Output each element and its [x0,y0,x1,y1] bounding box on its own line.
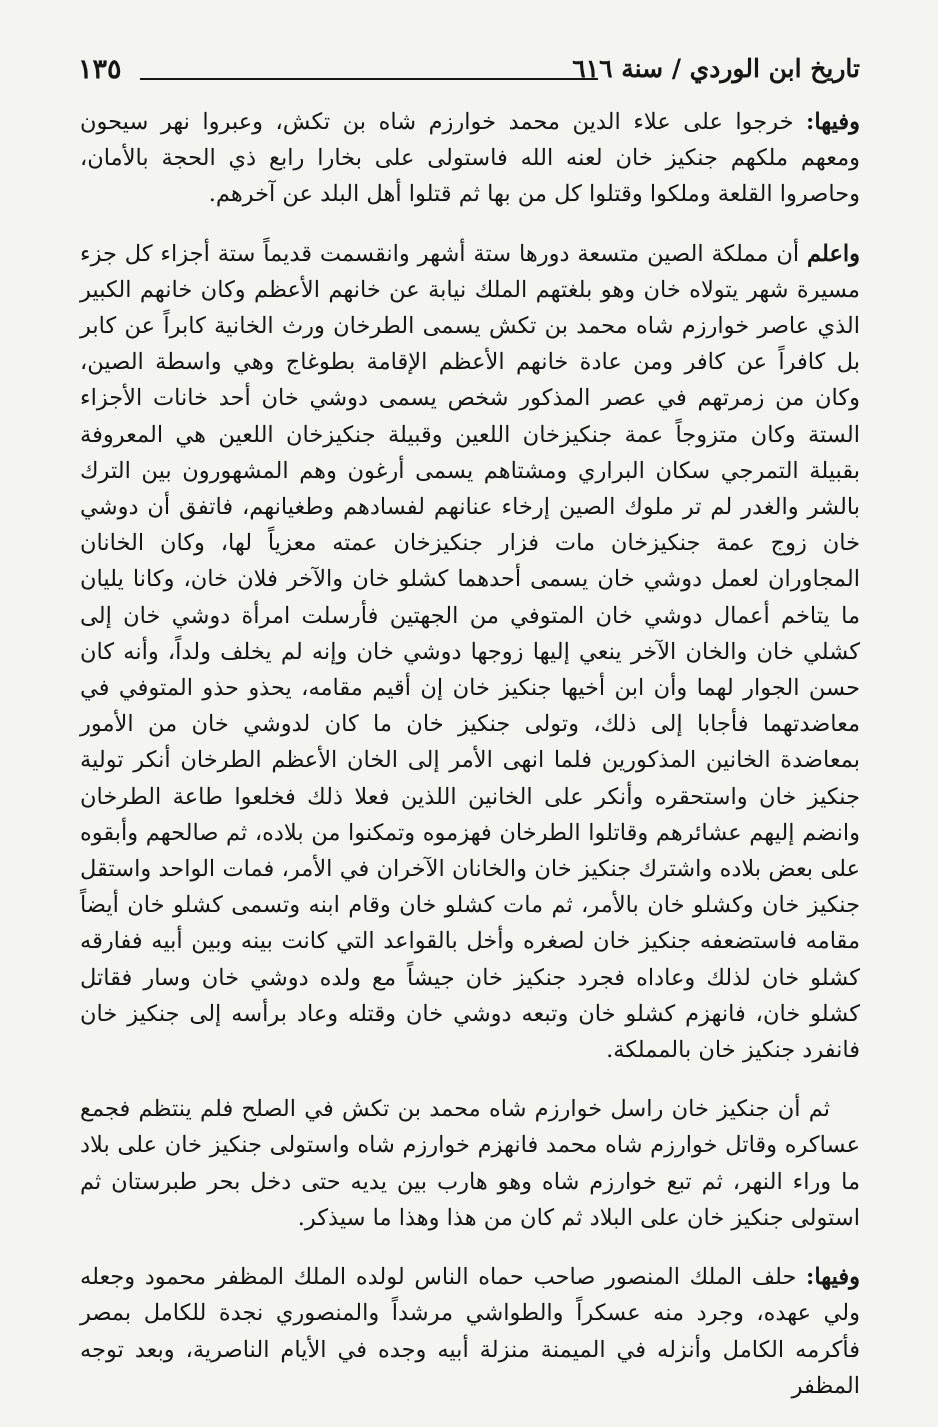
paragraph-3 [80,1091,860,1236]
paragraph-text: حلف الملك المنصور صاحب حماه الناس لولده الملك المظفر محمود وجعله ولي عهده، وجرد منه عسكراً والطواشي مرشداً والمنصوري نجدة للكامل بمصر فأكرمه الكامل وأنزله في الميمنة منزلة أبيه وجده في الأيام الناصرية، وبعد توجه المظفر [80,1264,860,1399]
paragraph-4 [80,1259,860,1404]
header-rule [140,78,598,80]
paragraph-lead: واعلم [807,240,860,267]
paragraph-1 [80,104,860,213]
paragraph-text: ثم أن جنكيز خان راسل خوارزم شاه محمد بن تكش في الصلح فلم ينتظم فجمع عساكره وقاتل خوارزم شاه محمد فانهزم خوارزم شاه واستولى جنكيز خان على بلاد ما وراء النهر، ثم تبع خوارزم شاه وهو هارب بين يديه حتى دخل بحر طبرستان ثم استولى جنكيز خان على البلاد ثم كان من هذا وهذا ما سيذكر. [80,1096,860,1231]
paragraph-text: أن مملكة الصين متسعة دورها ستة أشهر وانقسمت قديماً ستة أجزاء كل جزء مسيرة شهر يتولاه خان وهو بلغتهم الملك نيابة عن خانهم الأعظم وكان خانهم الكبير الذي عاصر خوارزم شاه محمد بن تكش يسمى الطرخان ورث الخانية كابراً عن كابر بل كافراً عن كافر ومن عادة خانهم الأعظم الإقامة بطوغاج وهي واسطة الصين، وكان من زمرتهم في عصر المذكور شخص يسمى دوشي خان أحد خانات الأجزاء الستة وكان متزوجاً عمة جنكيزخان اللعين وقبيلة جنكيزخان اللعين هي المعروفة بقبيلة التمرجي سكان البراري ومشتاهم يسمى أرغون وهم المشهورون بين الترك بالشر والغدر لم تر ملوك الصين إرخاء عنانهم لفسادهم وطغيانهم، فاتفق أن دوشي خان زوج عمة جنكيزخان مات فزار جنكيزخان عمته معزياً لها، وكان الخانان المجاوران لعمل دوشي خان يسمى أحدهما كشلو خان والآخر فلان خان، وكانا يليان ما يتاخم أعمال دوشي خان المتوفي من الجهتين فأرسلت امرأة دوشي خان إلى كشلي خان والخان الآخر ينعي إليها زوجها دوشي خان وإنه لم يخلف ولداً، وأنه كان حسن الجوار لهما وأن ابن أخيها جنكيز خان إن أقيم مقامه، يحذو حذو المتوفي في معاضدتهما فأجابا إلى ذلك، وتولى جنكيز خان ما كان لدوشي خان من الأمور بمعاضدة الخانين المذكورين فلما انهى الأمر إلى الخان الأعظم الطرخان أنكر تولية جنكيز خان واستحقره وأنكر على الخانين اللذين فعلا ذلك فخلعوا طاعة الطرخان وانضم إليهم عشائرهم وقاتلوا الطرخان فهزموه وتمكنوا من بلاده، ثم صالحهم وأبقوه على بعض بلاده واشترك جنكيز خان والخانان الآخران في الأمر، فمات الواحد واستقل جنكيز خان وكشلو خان بالأمر، ثم مات كشلو خان وقام ابنه وتسمى كشلو خان أيضاً مقامه فاستضعفه جنكيز خان لصغره وأخل بالقواعد التي كانت بينه وبين أبيه ففارقه كشلو خان لذلك وعاداه فجرد جنكيز خان جيشاً مع ولده دوشي خان وسار فقاتل كشلو خان، فانهزم كشلو خان وتبعه دوشي خان وقتله وعاد برأسه إلى جنكيز خان فانفرد جنكيز خان بالمملكة. [80,240,860,1064]
paragraph-lead: وفيها: [806,1264,860,1291]
paragraph-2 [80,236,860,1069]
page-number: ١٣٥ [78,54,122,85]
paragraph-text: خرجوا على علاء الدين محمد خوارزم شاه بن تكش، وعبروا نهر سيحون ومعهم ملكهم جنكيز خان لعنه الله فاستولى على بخارا رابع ذي الحجة بالأمان، وحاصروا القلعة وملكوا وقتلوا كل من بها ثم قتلوا أهل البلد عن آخرهم. [80,109,860,208]
page-header [78,48,860,90]
running-title: تاريخ ابن الوردي / سنة ٦١٦ [572,54,860,83]
paragraph-lead: وفيها: [806,109,860,135]
page-body [80,104,860,1427]
